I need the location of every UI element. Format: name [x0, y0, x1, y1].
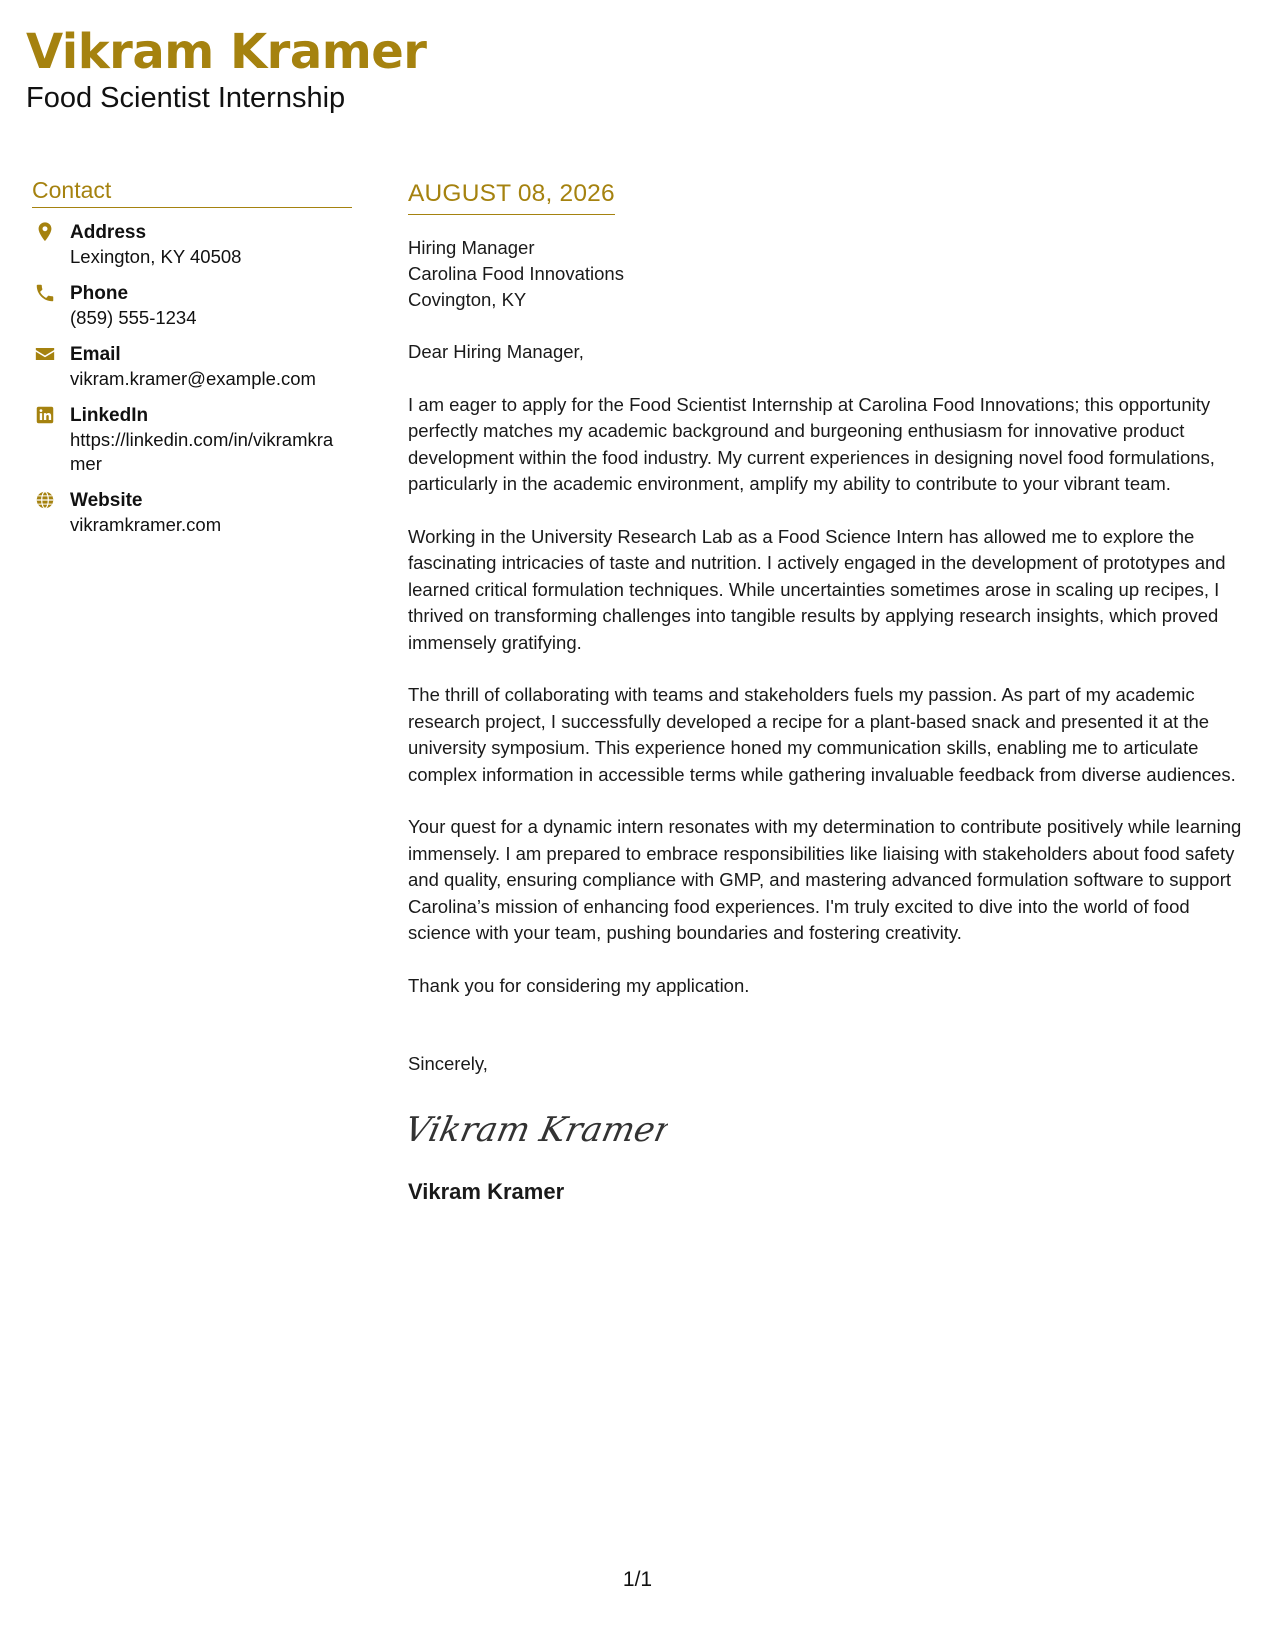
- contact-item-website: [32, 488, 352, 537]
- job-title: Food Scientist Internship: [26, 82, 346, 114]
- letter-date: AUGUST 08, 2026: [408, 178, 615, 215]
- body-paragraph: Your quest for a dynamic intern resonates with my determination to contribute positively while learning immensely. I am prepared to embrace responsibilities like liaising with stakeholders about food safety and quality, ensuring compliance with GMP, and mastering advanced formulation software to support Carolina’s mission of enhancing food experiences. I'm truly excited to dive into the world of food science with your team, pushing boundaries and fostering creativity.: [408, 816, 1242, 943]
- page-number: 1/1: [622, 1568, 653, 1591]
- recipient-name: Hiring Manager: [408, 237, 535, 258]
- location-pin-icon: [34, 221, 56, 243]
- linkedin-icon: [34, 404, 56, 426]
- handwritten-signature: [408, 1099, 668, 1159]
- signature-text: Vikram Kramer: [408, 1110, 668, 1150]
- phone-value[interactable]: (859) 555-1234: [70, 307, 197, 328]
- recipient-location: Covington, KY: [408, 289, 527, 310]
- envelope-icon: [34, 343, 56, 365]
- contact-label: Email: [70, 344, 121, 365]
- signed-name: Vikram Kramer: [408, 1179, 565, 1204]
- phone-icon: [34, 282, 56, 304]
- body-paragraph: Thank you for considering my application.: [408, 974, 750, 996]
- website-value[interactable]: vikramkramer.com: [70, 514, 222, 535]
- letter-body: [408, 178, 1248, 1206]
- contact-label: LinkedIn: [70, 405, 149, 426]
- contact-label: Phone: [70, 283, 129, 304]
- contact-label: Website: [70, 490, 143, 511]
- linkedin-value[interactable]: https://linkedin.com/in/vikramkramer: [70, 429, 334, 474]
- email-value[interactable]: vikram.kramer@example.com: [70, 368, 316, 389]
- body-paragraph: I am eager to apply for the Food Scientist Internship at Carolina Food Innovations; this opportunity perfectly matches my academic background and burgeoning enthusiasm for innovative product development within the food industry. My current experiences in designing novel food formulations, particularly in the academic environment, amplify my ability to contribute to your vibrant team.: [408, 393, 1215, 494]
- contact-sidebar: [32, 175, 352, 537]
- globe-icon: [34, 489, 56, 511]
- address-value: Lexington, KY 40508: [70, 246, 242, 267]
- contact-item-linkedin: [32, 403, 352, 476]
- recipient-block: [408, 235, 1248, 313]
- body-paragraph: Working in the University Research Lab as a Food Science Intern has allowed me to explore the fascinating intricacies of taste and nutrition. I actively engaged in the development of prototypes and learned critical formulation techniques. While uncertainties sometimes arose in scaling up recipes, I thrived on transforming challenges into tangible results by applying research insights, which proved immensely gratifying.: [408, 525, 1226, 653]
- salutation: Dear Hiring Manager,: [408, 341, 584, 362]
- contact-item-phone: [32, 281, 352, 330]
- body-paragraph: The thrill of collaborating with teams and stakeholders fuels my passion. As part of my academic research project, I successfully developed a recipe for a plant-based snack and presented it at the university symposium. This experience honed my communication skills, enabling me to articulate complex information in accessible terms while gathering invaluable feedback from diverse audiences.: [408, 684, 1236, 785]
- closing: Sincerely,: [408, 1053, 488, 1074]
- contact-item-email: [32, 342, 352, 391]
- letter-header: [26, 22, 426, 116]
- applicant-name: Vikram Kramer: [26, 24, 427, 80]
- contact-item-address: [32, 220, 352, 269]
- contact-heading: Contact: [32, 175, 352, 208]
- contact-label: Address: [70, 222, 147, 243]
- recipient-company: Carolina Food Innovations: [408, 263, 624, 284]
